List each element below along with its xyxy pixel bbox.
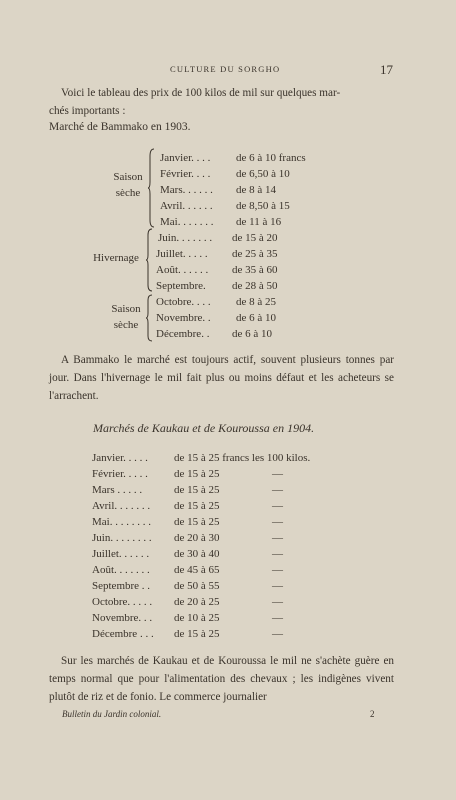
month-cell: Octobre. . . . . (92, 596, 153, 608)
price-cell: de 20 à 25 (174, 596, 220, 608)
price-cell: de 6 à 10 francs (236, 152, 306, 164)
month-cell: Septembre . . (92, 580, 151, 592)
price-cell: de 8,50 à 15 (236, 200, 290, 212)
month-cell: Juillet. . . . . . (92, 548, 150, 560)
bammako-subhead: Marché de Bammako en 1903. (49, 121, 191, 133)
paragraph-line: tonnes par jour. Dans l'hivernage le mil fait plus ou moins défaut (49, 354, 395, 384)
price-cell: de 50 à 55 (174, 580, 220, 592)
running-title: CULTURE DU SORGHO (170, 64, 281, 74)
month-cell: Juin. . . . . . . (158, 232, 213, 244)
month-cell: Novembre. . . (92, 612, 153, 624)
kaukau-paragraph (49, 652, 394, 706)
page-number: 17 (380, 62, 393, 77)
month-cell: Février. . . . (160, 168, 211, 180)
price-cell: de 15 à 25 francs les 100 kilos. (174, 452, 311, 464)
month-cell: Octobre. . . . (156, 296, 211, 308)
month-cell: Avril. . . . . . . (92, 500, 151, 512)
month-cell: Décembre. . (156, 328, 210, 340)
season-label-rainy: Hivernage (93, 252, 139, 264)
price-cell: de 6,50 à 10 (236, 168, 290, 180)
ditto-mark: — (272, 628, 283, 640)
price-cell: de 15 à 25 (174, 516, 220, 528)
month-cell: Mai. . . . . . . (160, 216, 214, 228)
ditto-mark: — (272, 532, 283, 544)
ditto-mark: — (272, 580, 283, 592)
month-cell: Février. . . . . (92, 468, 148, 480)
paragraph-line: indigènes vivent plutôt de riz et de fonio. Le commerce journalier (49, 673, 394, 703)
price-cell: de 11 à 16 (236, 216, 282, 228)
season-label-dry-1: Saison sèche (113, 171, 143, 199)
footer-signature: 2 (370, 709, 375, 719)
price-cell: de 15 à 20 (232, 232, 278, 244)
intro-paragraph (49, 84, 394, 120)
ditto-mark: — (272, 596, 283, 608)
price-cell: de 15 à 25 (174, 468, 220, 480)
price-cell: de 8 à 14 (236, 184, 277, 196)
bammako-paragraph (49, 351, 394, 405)
price-cell: de 15 à 25 (174, 484, 220, 496)
paragraph-line: guère en temps normal que pour l'alimentation des chevaux ; les (49, 655, 395, 685)
price-cell: de 30 à 40 (174, 548, 220, 560)
ditto-mark: — (272, 468, 283, 480)
month-cell: Novembre. . (156, 312, 211, 324)
brace-dry-2 (146, 294, 154, 342)
price-cell: de 25 à 35 (232, 248, 278, 260)
price-cell: de 8 à 25 (236, 296, 277, 308)
ditto-mark: — (272, 516, 283, 528)
footer-publication: Bulletin du Jardin colonial. (62, 709, 162, 719)
month-cell: Juillet. . . . . (156, 248, 208, 260)
ditto-mark: — (272, 548, 283, 560)
brace-dry-1 (148, 148, 156, 228)
month-cell: Août. . . . . . (156, 264, 209, 276)
season-label-dry-2: Saison sèche (111, 303, 141, 331)
ditto-mark: — (272, 612, 283, 624)
price-cell: de 45 à 65 (174, 564, 220, 576)
price-cell: de 10 à 25 (174, 612, 220, 624)
running-head (0, 62, 456, 78)
price-cell: de 15 à 25 (174, 500, 220, 512)
month-cell: Avril. . . . . . (160, 200, 213, 212)
price-cell: de 35 à 60 (232, 264, 278, 276)
month-cell: Janvier. . . . . (92, 452, 148, 464)
price-cell: de 15 à 25 (174, 628, 220, 640)
price-cell: de 6 à 10 (236, 312, 277, 324)
month-cell: Janvier. . . . (160, 152, 211, 164)
month-cell: Septembre. (156, 280, 206, 292)
price-cell: de 28 à 50 (232, 280, 278, 292)
price-cell: de 6 à 10 (232, 328, 273, 340)
intro-line-1: Voici le tableau des prix de 100 kilos de mil sur quelques mar- (61, 87, 341, 99)
brace-rainy (146, 228, 154, 292)
paragraph-line: A Bammako le marché est toujours actif, souvent plusieurs (61, 354, 341, 366)
intro-line-2: chés importants : (49, 105, 126, 117)
paragraph-line: et les acheteurs se l'arrachent. (49, 372, 394, 402)
ditto-mark: — (272, 500, 283, 512)
month-cell: Août. . . . . . . (92, 564, 150, 576)
ditto-mark: — (272, 484, 283, 496)
price-cell: de 20 à 30 (174, 532, 220, 544)
month-cell: Juin. . . . . . . . (92, 532, 152, 544)
paragraph-line: Sur les marchés de Kaukau et de Kouroussa le mil ne s'achète (61, 655, 351, 667)
ditto-mark: — (272, 564, 283, 576)
month-cell: Décembre . . . (92, 628, 154, 640)
month-cell: Mai. . . . . . . . (92, 516, 151, 528)
month-cell: Mars. . . . . . (160, 184, 213, 196)
month-cell: Mars . . . . . (92, 484, 143, 496)
kaukau-title: Marchés de Kaukau et de Kouroussa en 1904. (93, 421, 315, 435)
